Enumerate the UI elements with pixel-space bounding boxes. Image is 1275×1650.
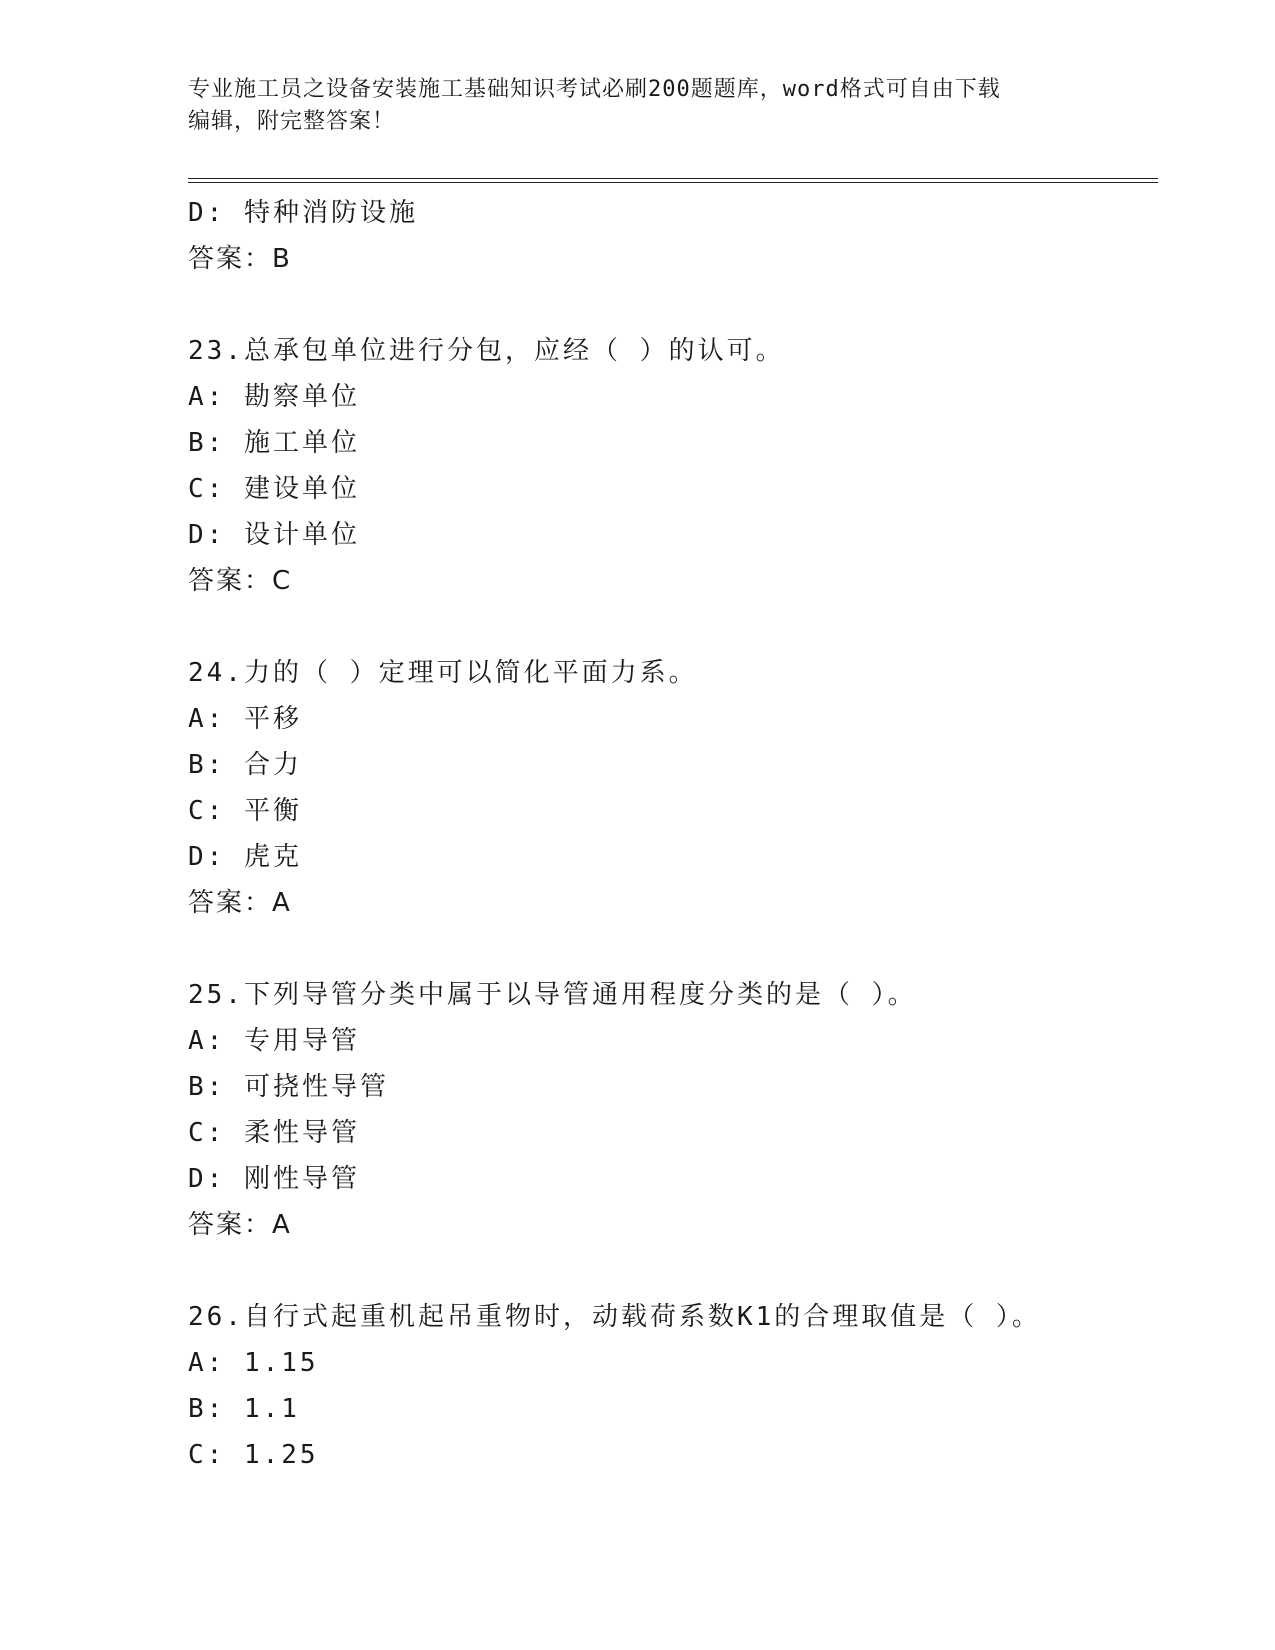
option-b: B: 施工单位 [188,428,360,458]
answer-line: 答案：A [188,1210,292,1240]
option-c: C: 1.25 [188,1440,319,1470]
question-list [188,190,1158,1478]
header-title-line-1: 专业施工员之设备安装施工基础知识考试必刷200题题库，word格式可自由下载 [188,77,1001,102]
option-c: C: 平衡 [188,796,302,826]
option-b: B: 可挠性导管 [188,1072,389,1102]
option-d: D: 特种消防设施 [188,198,418,228]
option-d: D: 设计单位 [188,520,360,550]
option-c: C: 柔性导管 [188,1118,360,1148]
question-26 [188,1294,1158,1478]
previous-question-tail [188,190,1158,282]
question-stem: 26.自行式起重机起吊重物时，动载荷系数K1的合理取值是（ ）。 [188,1302,1041,1332]
answer-line: 答案：B [188,244,292,274]
answer-line: 答案：C [188,566,293,596]
question-24 [188,650,1158,926]
question-stem: 24.力的（ ）定理可以简化平面力系。 [188,658,698,688]
question-stem: 23.总承包单位进行分包，应经（ ）的认可。 [188,336,785,366]
document-header [188,74,1088,138]
option-b: B: 1.1 [188,1394,300,1424]
option-c: C: 建设单位 [188,474,360,504]
header-title-line-2: 编辑，附完整答案！ [188,109,396,134]
option-a: A: 勘察单位 [188,382,360,412]
option-a: A: 1.15 [188,1348,319,1378]
option-d: D: 刚性导管 [188,1164,360,1194]
option-a: A: 专用导管 [188,1026,360,1056]
question-25 [188,972,1158,1248]
answer-line: 答案：A [188,888,292,918]
option-d: D: 虎克 [188,842,302,872]
question-stem: 25.下列导管分类中属于以导管通用程度分类的是（ ）。 [188,980,917,1010]
question-23 [188,328,1158,604]
option-b: B: 合力 [188,750,302,780]
header-double-rule [188,178,1158,183]
option-a: A: 平移 [188,704,302,734]
